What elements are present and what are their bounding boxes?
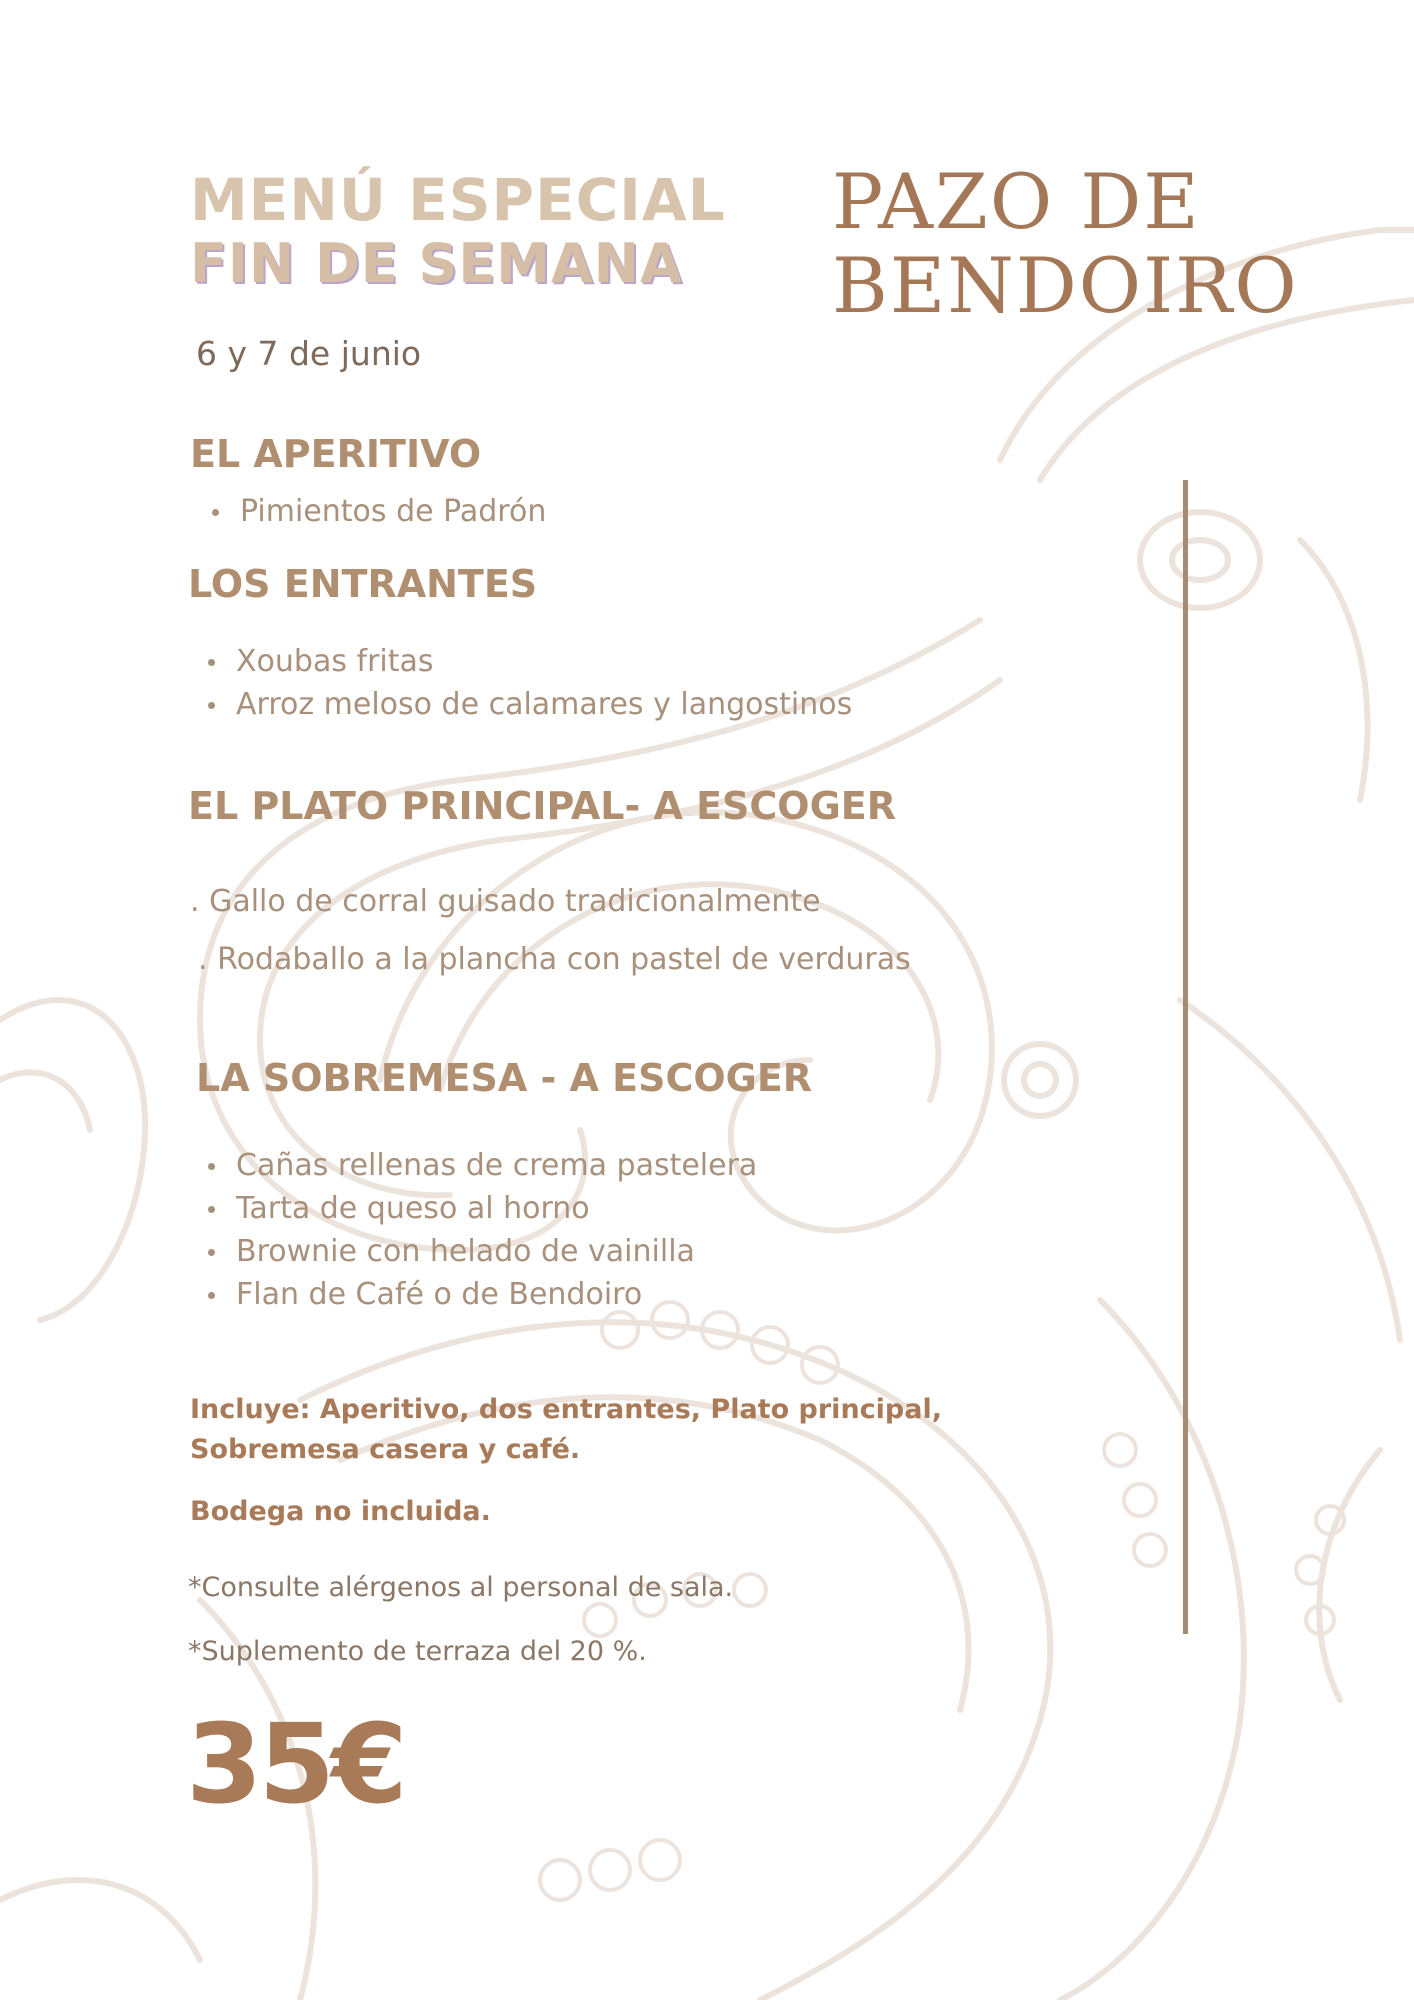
entrantes-list bbox=[206, 640, 852, 726]
menu-title-line1: MENÚ ESPECIAL bbox=[190, 166, 726, 234]
menu-price: 35€ bbox=[186, 1700, 404, 1828]
allergens-note: *Consulte alérgenos al personal de sala. bbox=[188, 1572, 734, 1603]
menu-title-line2: FIN DE SEMANA bbox=[190, 232, 683, 295]
menu-date: 6 y 7 de junio bbox=[196, 334, 422, 373]
section-title-entrantes: LOS ENTRANTES bbox=[188, 562, 538, 606]
section-title-sobremesa: LA SOBREMESA - A ESCOGER bbox=[196, 1056, 813, 1100]
bodega-note: Bodega no incluida. bbox=[190, 1496, 491, 1527]
list-item: Arroz meloso de calamares y langostinos bbox=[206, 683, 852, 726]
logo-line1: PAZO DE bbox=[832, 157, 1201, 246]
restaurant-logo bbox=[832, 157, 1299, 330]
principal-item: . Rodaballo a la plancha con pastel de verduras bbox=[198, 942, 911, 977]
section-title-aperitivo: EL APERITIVO bbox=[190, 432, 482, 476]
section-title-principal: EL PLATO PRINCIPAL- A ESCOGER bbox=[188, 784, 897, 828]
list-item: Brownie con helado de vainilla bbox=[206, 1230, 757, 1273]
includes-line2: Sobremesa casera y café. bbox=[190, 1434, 581, 1465]
principal-item: . Gallo de corral guisado tradicionalmente bbox=[190, 884, 821, 919]
list-item: Flan de Café o de Bendoiro bbox=[206, 1273, 757, 1316]
list-item: Pimientos de Padrón bbox=[210, 490, 546, 533]
list-item: Xoubas fritas bbox=[206, 640, 852, 683]
logo-line2: BENDOIRO bbox=[832, 241, 1299, 330]
includes-note bbox=[190, 1390, 942, 1470]
aperitivo-list bbox=[210, 490, 546, 533]
vertical-divider bbox=[1183, 480, 1188, 1634]
sobremesa-list bbox=[206, 1144, 757, 1316]
list-item: Cañas rellenas de crema pastelera bbox=[206, 1144, 757, 1187]
includes-line1: Incluye: Aperitivo, dos entrantes, Plato principal, bbox=[190, 1394, 942, 1425]
terrace-note: *Suplemento de terraza del 20 %. bbox=[188, 1636, 647, 1667]
list-item: Tarta de queso al horno bbox=[206, 1187, 757, 1230]
